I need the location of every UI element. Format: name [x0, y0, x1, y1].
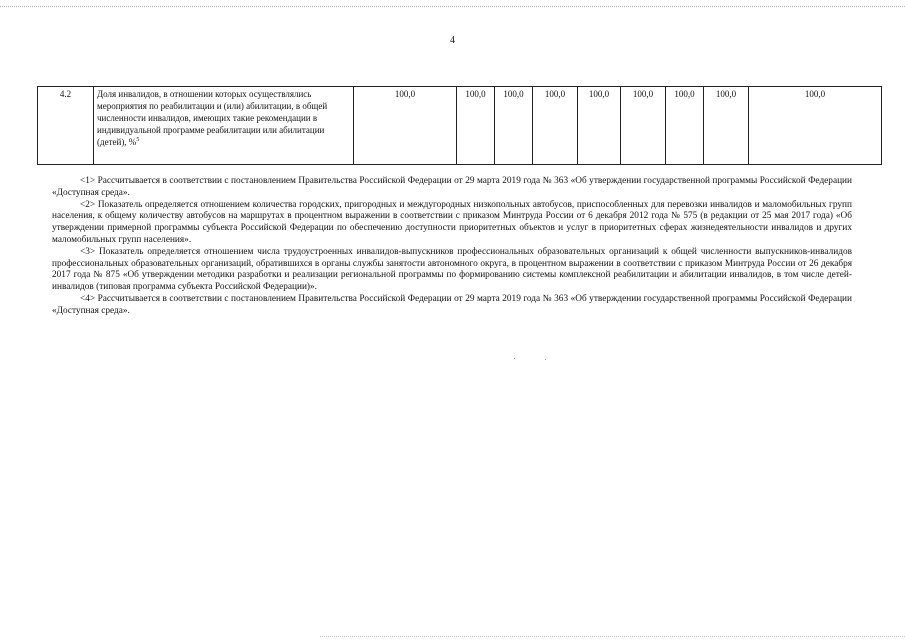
scan-speck — [545, 359, 546, 360]
row-number: 4.2 — [38, 87, 94, 165]
value-cell-8: 100,0 — [704, 87, 749, 165]
indicator-name: Доля инвалидов, в отношении которых осуществлялись мероприятия по реабилитации и (или) абилитации, в общей численности инвалидов, имеющих такие рекомендации в индивидуальной программе реабилитации или абилитации (детей), % — [97, 89, 328, 147]
value-cell-6: 100,0 — [621, 87, 666, 165]
value-cell-7: 100,0 — [666, 87, 704, 165]
value-cell-5: 100,0 — [578, 87, 621, 165]
footnote-2: <2> Показатель определяется отношением количества городских, пригородных и междугородных низкопольных автобусов, приспособленных для перевозки инвалидов и маломобильных групп населения, к общему количеству автобусов на маршрутах в процентном выражении в соответствии с приказом Минтруда России от 6 декабря 2012 года № 575 (в редакции от 25 мая 2017 года) «Об утверждении примерной программы субъекта Российской Федерации по обеспечению доступности приоритетных объектов и услуг в приоритетных сферах жизнедеятельности инвалидов и других маломобильных групп населения». — [52, 199, 852, 245]
indicator-table — [37, 86, 882, 165]
page-number: 4 — [450, 35, 455, 46]
scan-top-edge — [0, 6, 905, 7]
table-row — [38, 87, 882, 165]
value-cell-9: 100,0 — [749, 87, 882, 165]
value-cell-3: 100,0 — [495, 87, 533, 165]
indicator-name-cell — [94, 87, 354, 165]
footnote-4: <4> Рассчитывается в соответствии с постановлением Правительства Российской Федерации от 29 марта 2019 года № 363 «Об утверждении государственной программы Российской Федерации «Доступная среда». — [52, 293, 852, 316]
scan-speck — [514, 358, 515, 359]
scan-bottom-edge — [320, 636, 905, 637]
footnote-1: <1> Рассчитывается в соответствии с постановлением Правительства Российской Федерации от 29 марта 2019 года № 363 «Об утверждении государственной программы Российской Федерации «Доступная среда». — [52, 176, 852, 198]
footnote-mark: 5 — [136, 137, 140, 143]
value-cell-1: 100,0 — [354, 87, 457, 165]
value-cell-2: 100,0 — [457, 87, 495, 165]
footnote-3: <3> Показатель определяется отношением числа трудоустроенных инвалидов-выпускников профессиональных образовательных организаций к общей численности выпускников-инвалидов профессиональных образовательных организаций, обратившихся в органы службы занятости автономного округа, в процентном выражении в соответствии с приказом Минтруда России от 26 декабря 2017 года № 875 «Об утверждении методики разработки и реализации региональной программы по формированию системы комплексной реабилитации и абилитации инвалидов, в том числе детей-инвалидов (типовая программа субъекта Российской Федерации)». — [52, 246, 852, 293]
value-cell-4: 100,0 — [533, 87, 578, 165]
footnotes — [52, 176, 852, 318]
